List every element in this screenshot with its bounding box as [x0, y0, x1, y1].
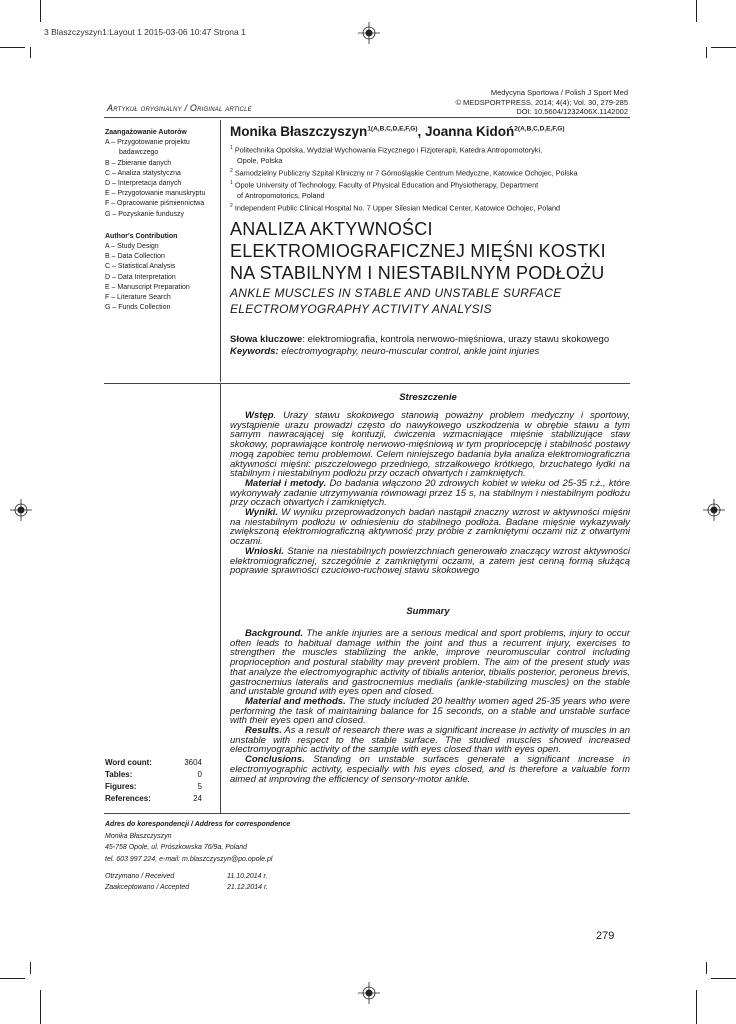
- abstract-section-label: Background.: [245, 628, 304, 639]
- abstract-paragraph: [230, 479, 630, 508]
- registration-mark-icon: [703, 499, 725, 521]
- title-polish: [230, 218, 630, 284]
- abstract-section-text: W wyniku przeprowadzonych badań nastąpił znaczny wzrost w aktywności mięśni na niestabilnym podłożu w odniesieniu do stabilnego podłoża. Badane mięśnie wykazywały zwiększoną elektromiograficzną aktywność przy próbie z zamkniętymi oczami niż z otwartymi oczami.: [230, 507, 630, 548]
- title-line: ANKLE MUSCLES IN STABLE AND UNSTABLE SURFACE: [230, 286, 562, 300]
- divider: [104, 813, 630, 814]
- count-label: Figures:: [105, 782, 137, 791]
- affiliation-line: [230, 191, 630, 201]
- contribution-item: D – Interpretacja danych: [105, 180, 182, 188]
- registration-mark-icon: [358, 982, 380, 1004]
- crop-mark: [30, 47, 31, 58]
- crop-mark: [0, 978, 25, 979]
- abstract-section-label: Results.: [245, 725, 282, 737]
- author-separator: ,: [417, 124, 426, 139]
- streszczenie-body: [230, 411, 630, 576]
- contribution-item: D – Data Interpretation: [105, 273, 176, 281]
- count-label: References:: [105, 794, 151, 803]
- title-line: NA STABILNYM I NIESTABILNYM PODŁOŻU: [230, 263, 605, 283]
- summary-heading: Summary: [406, 606, 450, 617]
- correspondence-address: [105, 819, 405, 865]
- abstract-section-text: . Urazy stawu skokowego stanowią poważny problem medyczny i sportowy, wystąpienie urazu prowadzi często do nawykowego uszkodzenia w obrębie stawu a tym samym nawracającej się kontuzji, ćwiczenia wzmacniające mięśnie stabilizujące staw skokowy, poprawiające kontrolę nerwowo-mięśniową w tym propriocepcję i stabilność postawy mogą zapobiec temu problemowi. Celem niniejszego badania była analiza elektromiograficzna aktywności mięśni: piszczelowego przedniego, strzałkowego krótkiego, brzuchatego łydki na stabilnym i niestabilnym podłożu przy oczach otwartych i zamkniętych.: [230, 410, 630, 480]
- registration-mark-icon: [358, 22, 380, 44]
- contribution-item: A – Study Design: [105, 243, 159, 251]
- count-row: [105, 757, 202, 769]
- crop-mark: [696, 0, 697, 22]
- contribution-heading-pl: Zaangażowanie Autorów: [105, 129, 187, 136]
- page-number: 279: [596, 930, 615, 942]
- crop-mark: [706, 47, 707, 58]
- affiliation-line: [230, 178, 630, 191]
- crop-mark: [40, 0, 41, 22]
- contribution-list-en: [105, 242, 217, 313]
- divider: [104, 117, 630, 118]
- keywords-text-pl: : elektromiografia, kontrola nerwowo-mięśniowa, urazy stawu skokowego: [302, 334, 610, 345]
- address-heading: Adres do korespondencji / Address for correspondence: [105, 821, 291, 828]
- author-contribution-sidebar: [105, 128, 217, 313]
- journal-name: Medycyna Sportowa / Polish J Sport Med: [490, 88, 628, 97]
- contribution-item: A – Przygotowanie projektu: [105, 139, 190, 147]
- contribution-item: E – Manuscript Preparation: [105, 283, 190, 291]
- contribution-list-pl: [105, 138, 217, 220]
- affiliation-text: Politechnika Opolska, Wydział Wychowania Fizycznego i Fizjoterapii, Katedra Antropomotoryki,: [234, 145, 543, 155]
- abstract-section-label: Wyniki.: [245, 507, 279, 519]
- manuscript-counts: [105, 757, 202, 805]
- journal-volume: © MEDSPORTPRESS, 2014; 4(4); Vol. 30, 279-285: [455, 97, 628, 107]
- streszczenie-heading: Streszczenie: [399, 392, 457, 403]
- crop-mark: [0, 47, 25, 48]
- date-row: [105, 883, 405, 894]
- abstract-paragraph: [230, 411, 630, 479]
- affiliation-line: [230, 201, 630, 214]
- contribution-item: F – Opracowanie piśmiennictwa: [105, 200, 205, 208]
- affiliation-sup: 1: [230, 180, 233, 187]
- affiliation-text: Opole, Polska: [237, 155, 283, 165]
- count-value: 5: [197, 782, 202, 791]
- affiliation-sup: 1: [230, 145, 233, 151]
- keywords: [230, 334, 625, 358]
- title-line: ANALIZA AKTYWNOŚCI: [230, 219, 433, 239]
- abstract-paragraph: [230, 629, 630, 697]
- registration-mark-icon: [10, 499, 32, 521]
- crop-mark: [30, 962, 31, 974]
- count-label: Tables:: [105, 770, 133, 779]
- author-line: [230, 124, 565, 139]
- abstract-section-text: As a result of research there was a significant increase in activity of muscles in an unstable with respect to the stable surface. The studied muscles showed increased electromyographic activity of the sample with eyes closed than with eyes open.: [230, 725, 630, 756]
- count-row: [105, 793, 202, 805]
- date-value: 11.10.2014 r.: [227, 873, 268, 880]
- abstract-paragraph: [230, 726, 630, 755]
- abstract-paragraph: [230, 547, 630, 576]
- abstract-section-text: Do badania włączono 20 zdrowych kobiet w wieku od 25-35 r.ż., które wykonywały zadanie utrzymywania równowagi przez 15 s, na stabilnym i niestabilnym podłożu przy oczach otwartych i zamkniętych.: [230, 477, 630, 509]
- keywords-label-en: Keywords:: [230, 346, 279, 357]
- divider: [104, 383, 630, 384]
- crop-mark: [40, 990, 41, 1024]
- abstract-section-label: Wnioski.: [245, 545, 285, 557]
- article-type: Artykuł oryginalny / Original article: [107, 103, 252, 113]
- contribution-item: E – Przygotowanie manuskryptu: [105, 190, 206, 198]
- address-name: Monika Błaszczyszyn: [105, 832, 172, 840]
- count-value: 0: [197, 770, 202, 779]
- abstract-section-label: Wstęp: [245, 410, 274, 421]
- author-affiliation-sup: 2(A,B,C,D,E,F,G): [514, 125, 565, 133]
- crop-mark: [706, 962, 707, 974]
- count-row: [105, 781, 202, 793]
- count-row: [105, 769, 202, 781]
- affiliation-text: Opole University of Technology, Faculty of Physical Education and Physiotherapy, Department: [234, 180, 539, 190]
- contribution-heading-en: Author's Contribution: [105, 232, 178, 240]
- abstract-section-text: Standing on unstable surfaces generate a significant increase in electromyographic activity, especially with his eyes closed, and is therefore a valuable form aimed at improving the efficiency of sensory-motor ankle.: [230, 754, 630, 785]
- date-label: Otrzymano / Received: [105, 873, 175, 880]
- address-street: 45-758 Opole, ul. Prószkowska 76/9a, Poland: [105, 844, 248, 851]
- affiliation-text: Samodzielny Publiczny Szpital Kliniczny nr 7 Górnośląskie Centrum Medyczne, Katowice Ochojec, Polska: [234, 168, 578, 178]
- keywords-label-pl: Słowa kluczowe: [230, 334, 303, 345]
- crop-mark: [711, 978, 736, 979]
- journal-doi: DOI: 10.5604/1232406X.1142002: [516, 107, 628, 116]
- submission-dates: [105, 872, 405, 893]
- author-name: Monika Błaszczyszyn: [230, 124, 368, 139]
- affiliation-text: of Antropomotorics, Poland: [237, 191, 325, 201]
- divider: [220, 384, 221, 814]
- keywords-english: [230, 346, 625, 358]
- abstract-section-label: Conclusions.: [245, 754, 305, 766]
- contribution-item: F – Literature Search: [105, 294, 171, 302]
- address-contact: tel. 603 997 224, e-mail: m.blaszczyszyn@po.opole.pl: [105, 855, 273, 863]
- abstract-section-text: The study included 20 healthy women aged 25-35 years who were performing the task of maintaining balance for 15 seconds, on a stable and unstable surface with their eyes open and closed.: [230, 695, 630, 727]
- contribution-item: B – Data Collection: [105, 253, 165, 261]
- keywords-polish: [230, 334, 625, 346]
- crop-mark: [711, 47, 736, 48]
- contribution-item: C – Analiza statystyczna: [105, 169, 181, 177]
- affiliation-text: Independent Public Clinical Hospital No. 7 Upper Silesian Medical Center, Katowice Ochojec, Poland: [234, 203, 561, 213]
- affiliation-sup: 2: [230, 167, 233, 174]
- count-label: Word count:: [105, 758, 152, 767]
- contribution-item: badawczego: [119, 149, 159, 157]
- affiliation-line: [230, 156, 630, 166]
- abstract-section-label: Materiał i metody.: [245, 477, 327, 489]
- date-row: [105, 872, 405, 883]
- abstract-paragraph: [230, 697, 630, 726]
- contribution-item: C – Statistical Analysis: [105, 263, 176, 271]
- affiliations: [230, 143, 630, 214]
- author-name: Joanna Kidoń: [425, 124, 515, 139]
- title-line: ELECTROMYOGRAPHY ACTIVITY ANALYSIS: [230, 302, 492, 316]
- abstract-paragraph: [230, 755, 630, 784]
- count-value: 3604: [184, 758, 202, 767]
- count-value: 24: [193, 794, 202, 803]
- contribution-item: G – Pozyskanie funduszy: [105, 210, 184, 218]
- abstract-section-text: The ankle injuries are a serious medical and sport problems, injury to occur often leads to habitual damage within the joint and thus a recurrent injury, exercises to strengthen the muscles stabilizing the ankle, improve neuromuscular control including proprioception and postural stability may prevent problem. The aim of the present study was that analyze the electromyographic activity of tibialis anterior, tibialis posterior, peroneus brevis, gastrocnemius lateralis and gastrocnemius medialis (ankle-stabilizing muscles) on the stable and unstable ground with eyes open and closed.: [230, 628, 630, 698]
- author-affiliation-sup: 1(A,B,C,D,E,F,G): [367, 125, 418, 133]
- date-value: 21.12.2014 r.: [227, 883, 268, 891]
- title-line: ELEKTROMIOGRAFICZNEJ MIĘŚNI KOSTKI: [230, 241, 606, 261]
- crop-mark: [696, 990, 697, 1024]
- divider: [220, 120, 221, 382]
- keywords-text-en: electromyography, neuro-muscular control, ankle joint injuries: [278, 346, 540, 357]
- journal-info: [328, 88, 628, 117]
- contribution-item: G – Funds Collection: [105, 304, 171, 312]
- date-label: Zaakceptowano / Accepted: [105, 883, 190, 891]
- abstract-section-label: Material and methods.: [245, 695, 346, 707]
- title-english: [230, 285, 630, 317]
- contribution-item: B – Zbieranie danych: [105, 159, 172, 167]
- affiliation-line: [230, 166, 630, 179]
- print-slug: 3 Blaszczyszyn1:Layout 1 2015-03-06 10:47 Strona 1: [44, 27, 246, 37]
- abstract-section-text: Stanie na niestabilnych powierzchniach generowało znaczący wzrost aktywności elektromiograficznej, szczególnie z zamkniętymi oczami, a zatem jest cenną formą służącą poprawie sprawności czuciowo-ruchowej stawu skokowego: [230, 545, 630, 577]
- summary-body: [230, 629, 630, 784]
- abstract-paragraph: [230, 508, 630, 547]
- affiliation-line: [230, 143, 630, 156]
- affiliation-sup: 2: [230, 203, 233, 210]
